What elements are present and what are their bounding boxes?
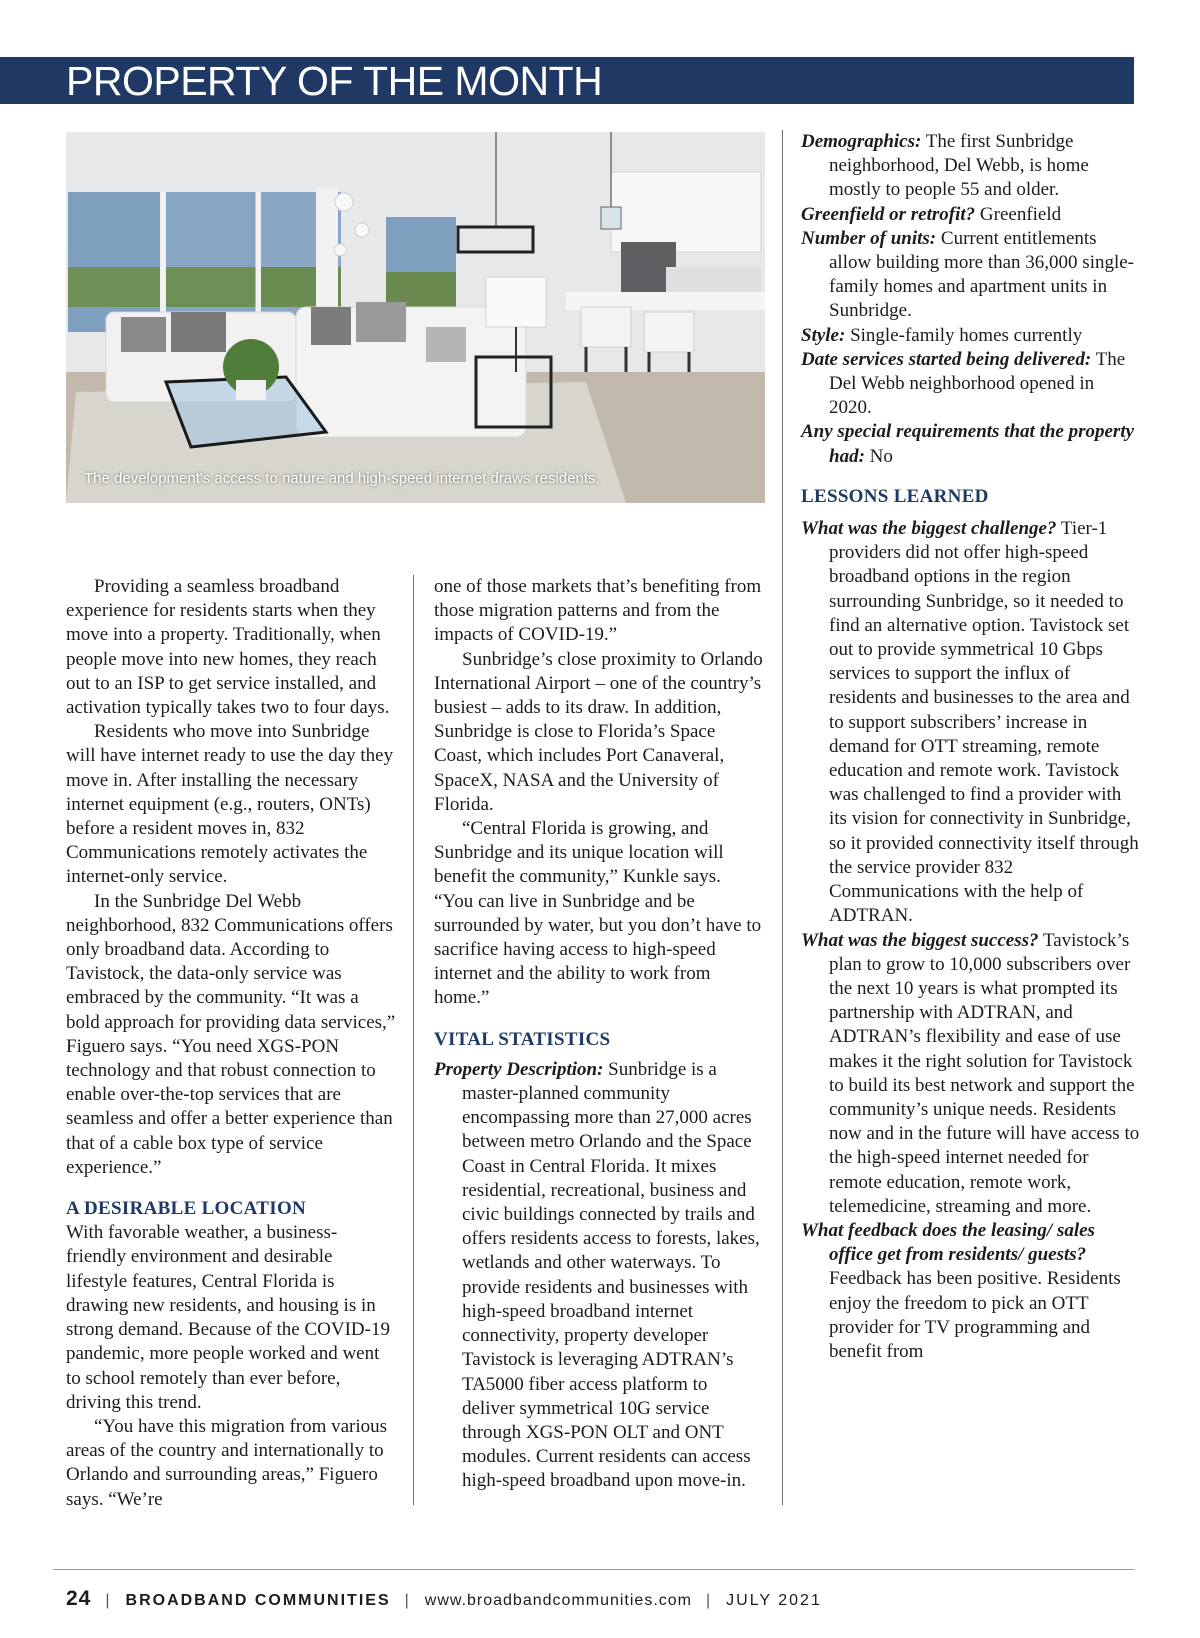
body-paragraph: “Central Florida is growing, and Sunbridge and its unique location will benefit the community,” Kunkle says. “You can live in Sunbridge and be surrounded by water, but you don’t have to sacrifice having access to high-speed internet and the ability to work from home.” [434,818,762,1009]
footer-separator: | [706,1592,713,1609]
stat-label: Greenfield or retrofit? [801,203,976,225]
body-paragraph: Providing a seamless broadband experience for residents starts when they move into a property. Traditionally, when people move into new homes, they reach out to an ISP to get service installed, and activation typically takes two to four days. [66,576,390,719]
body-paragraph: Sunbridge’s close proximity to Orlando International Airport – one of the country’s busiest – adds to its draw. In addition, Sunbridge is close to Florida’s Space Coast, which includes Port Canaveral, SpaceX, NASA and the University of Florida. [434,648,763,815]
body-paragraph: one of those markets that’s benefiting from those migration patterns and from the impacts of COVID-19.” [434,576,762,646]
publication-name: BROADBAND COMMUNITIES [125,1592,391,1609]
question-label: What was the biggest success? [801,929,1039,951]
qa-success [801,929,1141,1219]
living-room-photo [66,132,765,503]
qa-challenge [801,517,1141,928]
stat-label: Number of units: [801,227,937,249]
stat-property-description [434,1058,764,1494]
footer-separator: | [105,1592,112,1609]
issue-date: JULY 2021 [726,1592,822,1609]
answer-text: Tier-1 providers did not offer high-speed broadband options in the region surrounding Sunbridge, so it needed to find an alternative option. Tavistock set out to provide symmetrical 10 Gbps services to support the influx of residents and businesses to the area and to support subscribers’ increase in demand for OTT streaming, remote education and remote work. Tavistock was challenged to find a provider with its vision for connectivity in Sunbridge, so it provided connectivity itself through the service provider 832 Communications with the help of ADTRAN. [829,518,1139,927]
stat-value: Single-family homes currently [845,324,1083,346]
body-paragraph: In the Sunbridge Del Webb neighborhood, 832 Communications offers only broadband data. According to Tavistock, the data-only service was embraced by the community. “It was a bold approach for providing data services,” Figuero says. “You need XGS-PON technology and that robust connection to enable over-the-top services that are seamless and offer a better experience than that of a cable box type of service experience.” [66,890,396,1178]
stat-demographics [801,130,1141,203]
article-column-2 [434,575,764,1494]
stat-value: Sunbridge is a master-planned community encompassing more than 27,000 acres between metro Orlando and the Space Coast in Central Florida. It mixes residential, recreational, business and civic buildings connected by trails and offers residents access to forests, lakes, wetlands and other waterways. To provide residents and businesses with high-speed broadband internet connectivity, property developer Tavistock is leveraging ADTRAN’s TA5000 fiber access platform to deliver symmetrical 10G service through XGS-PON OLT and ONT modules. Current residents can access high-speed broadband upon move-in. [462,1058,760,1492]
stat-label: Date services started being delivered: [801,348,1092,370]
stat-value: The first Sunbridge neighborhood, Del Webb, is home mostly to people 55 and older. [829,131,1089,201]
question-label: What was the biggest challenge? [801,518,1057,540]
section-heading-vital-statistics: VITAL STATISTICS [434,1028,611,1050]
stat-units [801,227,1141,324]
stat-value: Current entitlements allow building more than 36,000 single-family homes and apartment units in Sunbridge. [829,227,1135,322]
article-column-1 [66,575,396,1512]
footer-divider [53,1569,1134,1570]
body-paragraph: “You have this migration from various areas of the country and internationally to Orlando and surrounding areas,” Figuero says. “We’re [66,1415,388,1510]
answer-text: Tavistock’s plan to grow to 10,000 subscribers over the next 10 years is what prompted its partnership with ADTRAN, and ADTRAN’s flexibility and ease of use makes it the right solution for Tavistock to build its best network and support the community’s unique needs. Residents now and in the future will have access to the high-speed internet needed for remote education, remote work, telemedicine, streaming and more. [829,929,1140,1217]
section-heading-location: A DESIRABLE LOCATION [66,1198,307,1220]
stat-greenfield [801,203,1141,227]
column-divider [782,130,783,1505]
website-url: www.broadbandcommunities.com [424,1592,692,1609]
body-paragraph: With favorable weather, a business-friendly environment and desirable lifestyle features, Central Florida is drawing new residents, and housing is in strong demand. Because of the COVID-19 pandemic, more people worked and went to school remotely than ever before, driving this trend. [66,1222,390,1413]
answer-text: Feedback has been positive. Residents enjoy the freedom to pick an OTT provider for TV programming and benefit from [829,1268,1121,1362]
question-label: What feedback does the leasing/ sales office get from residents/ guests? [801,1219,1095,1266]
stat-value: No [864,445,893,467]
qa-feedback [801,1219,1141,1364]
body-paragraph: Residents who move into Sunbridge will have internet ready to use the day they move in. After installing the necessary internet equipment (e.g., routers, ONTs) before a resident moves in, 832 Communications remotely activates the internet-only service. [66,721,394,888]
section-heading-lessons-learned: LESSONS LEARNED [801,485,989,507]
article-column-3 [801,130,1141,1364]
stat-date [801,348,1141,421]
page-footer [66,1587,822,1611]
photo-caption: The development's access to nature and high-speed internet draws residents. [84,470,600,487]
stat-label: Style: [801,324,846,346]
stat-style [801,324,1141,348]
footer-separator: | [404,1592,411,1609]
living-room-illustration [66,132,765,503]
page-number: 24 [66,1587,92,1610]
stat-label: Demographics: [801,131,922,152]
stat-value: The Del Webb neighborhood opened in 2020. [829,348,1126,419]
stat-label: Property Description: [434,1058,604,1080]
stat-value: Greenfield [975,203,1062,225]
stat-requirements [801,420,1141,468]
stat-label: Any special requirements that the property had: [801,421,1135,467]
page-title: PROPERTY OF THE MONTH [66,58,603,104]
column-divider [413,575,414,1505]
